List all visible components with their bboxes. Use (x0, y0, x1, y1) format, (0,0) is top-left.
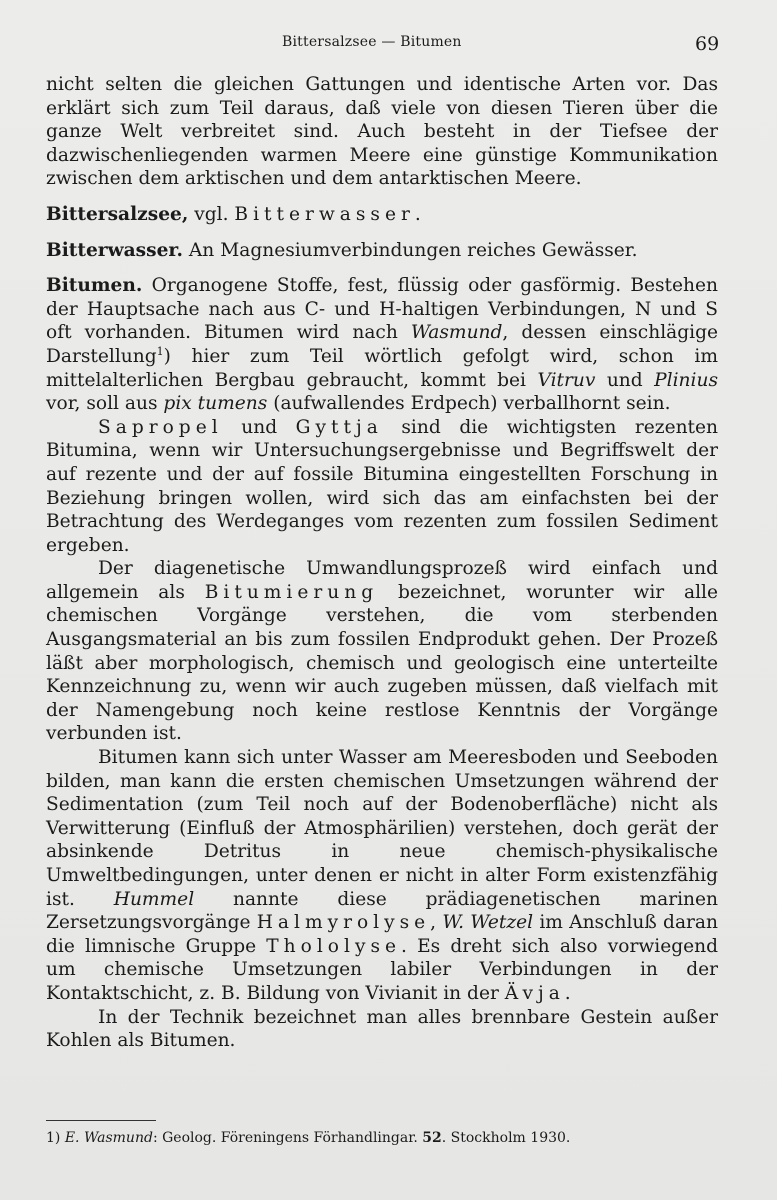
spaced-term: Ävja (504, 982, 565, 1004)
paragraph-text: nannte diese prädiagenetischen marinen Zersetzungsvorgänge (46, 888, 718, 934)
entry-text: und (595, 369, 655, 391)
paragraph-text: Der diagenetische Umwandlungsprozeß wird einfach und allgemein als (46, 558, 718, 603)
author-name: Wasmund (410, 322, 503, 344)
footnote-author: E. Wasmund (64, 1130, 153, 1146)
continued-paragraph: nicht selten die gleichen Gattungen und identische Arten vor. Das erklärt sich zum Teil daraus, daß viele von diesen Tieren über die ganze Welt verbreitet sind. Auch besteht in der Tiefsee der dazwischenliegenden warmen Meere eine günstige Kommunikation zwischen dem arktischen und dem antarktischen Meere. (46, 74, 718, 190)
entry-text: (aufwallendes Erdpech) verballhornt sein. (267, 393, 671, 415)
entry-headword: Bitumen. (46, 275, 143, 297)
entry-headword: Bittersalzsee, (46, 203, 189, 225)
latin-term: pix tumens (163, 393, 268, 415)
author-name: Plinius (654, 369, 718, 391)
footnote-text: : Geolog. Föreningens Förhandlingar. (152, 1130, 423, 1146)
entry-text: , dessen einschlägige Darstellung (46, 322, 718, 367)
entry-bitterwasser (46, 239, 718, 263)
entry-bitumen (46, 274, 718, 416)
footnote-number: 1) (46, 1130, 61, 1146)
paragraph-sedimentation (46, 746, 718, 1006)
author-name: Vitruv (537, 369, 596, 391)
paragraph-text: und (222, 416, 296, 438)
paragraph-text: . (564, 982, 571, 1004)
paragraph-text: bezeichnet, worunter wir alle chemischen Vorgänge verstehen, die vom sterbenden Ausgangsmaterial an bis zum fossilen Endprodukt gehen. Der Prozeß läßt aber morphologisch, chemisch und geologisch eine unterteilte Kennzeichnung zu, wenn wir auch zugeben müssen, daß vielfach mit der Namengebung noch keine restlose Kenntnis der Vorgänge verbunden ist. (46, 581, 718, 745)
footnote-text: . Stockholm 1930. (441, 1130, 571, 1146)
entry-headword: Bitterwasser. (46, 239, 183, 261)
entry-text: An Magnesiumverbindungen reiches Gewässer. (182, 239, 638, 261)
paragraph-sapropel (46, 416, 718, 558)
spaced-term: Bitumierung (204, 581, 379, 603)
spaced-term: Sapropel (98, 416, 223, 438)
entry-bittersalzsee (46, 203, 718, 227)
paragraph-text: , (430, 912, 443, 934)
footnote (46, 1128, 726, 1148)
paragraph-technik: In der Technik bezeichnet man alles brennbare Gestein außer Kohlen als Bitumen. (46, 1006, 718, 1052)
spaced-term: Halmyrolyse (256, 912, 431, 934)
footnote-rule (46, 1120, 156, 1121)
author-name: W. Wetzel (442, 912, 534, 934)
entry-text: vor, soll aus (46, 393, 164, 415)
spaced-term: Thololyse (266, 935, 401, 957)
cross-reference: Bitterwasser (234, 203, 415, 225)
paragraph-bitumierung (46, 557, 718, 746)
paragraph-text: . Es dreht sich also vorwiegend um chemische Umsetzungen labiler Verbindungen in der Kontaktschicht, z. B. Bildung von Vivianit in der (46, 935, 719, 1004)
spaced-term: Gyttja (295, 416, 383, 438)
paragraph-text: sind die wichtigsten rezenten Bitumina, wenn wir Untersuchungsergebnisse und Begriffswelt der auf rezente und der auf fossile Bitumina eingestellten Forschung in Beziehung bringen wollen, wird sich das am einfachsten bei der Betrachtung des Werdeganges vom rezenten zum fossilen Sediment ergeben. (46, 416, 718, 556)
paragraph-text: im Anschluß daran die limnische Gruppe (46, 912, 718, 957)
entry-text: Organogene Stoffe, fest, flüssig oder gasförmig. Bestehen der Hauptsache nach aus C- und H-haltigen Verbindungen, N und S oft vorhanden. Bitumen wird nach (46, 275, 718, 344)
footnote-marker: 1 (156, 344, 164, 358)
page-header (0, 34, 777, 56)
author-name: Hummel (113, 888, 195, 910)
page-number: 69 (695, 33, 720, 55)
entry-text: . (414, 203, 421, 225)
footnote-volume: 52 (422, 1130, 442, 1146)
body-text (46, 73, 718, 1053)
running-head: Bittersalzsee — Bitumen (282, 34, 462, 50)
entry-text: ) hier zum Teil wörtlich gefolgt wird, schon im mittelalterlichen Bergbau gebraucht, kommt bei (46, 345, 718, 391)
entry-text: vgl. (188, 203, 235, 225)
paragraph-text: Bitumen kann sich unter Wasser am Meeresboden und Seeboden bilden, man kann die ersten chemischen Umsetzungen während der Sedimentation (zum Teil noch auf der Bodenoberfläche) nicht als Verwitterung (Einfluß der Atmosphärilien) verstehen, doch gerät der absinkende Detritus in neue chemisch-physikalische Umweltbedingungen, unter denen er nicht in alter Form existenzfähig ist. (46, 747, 718, 910)
